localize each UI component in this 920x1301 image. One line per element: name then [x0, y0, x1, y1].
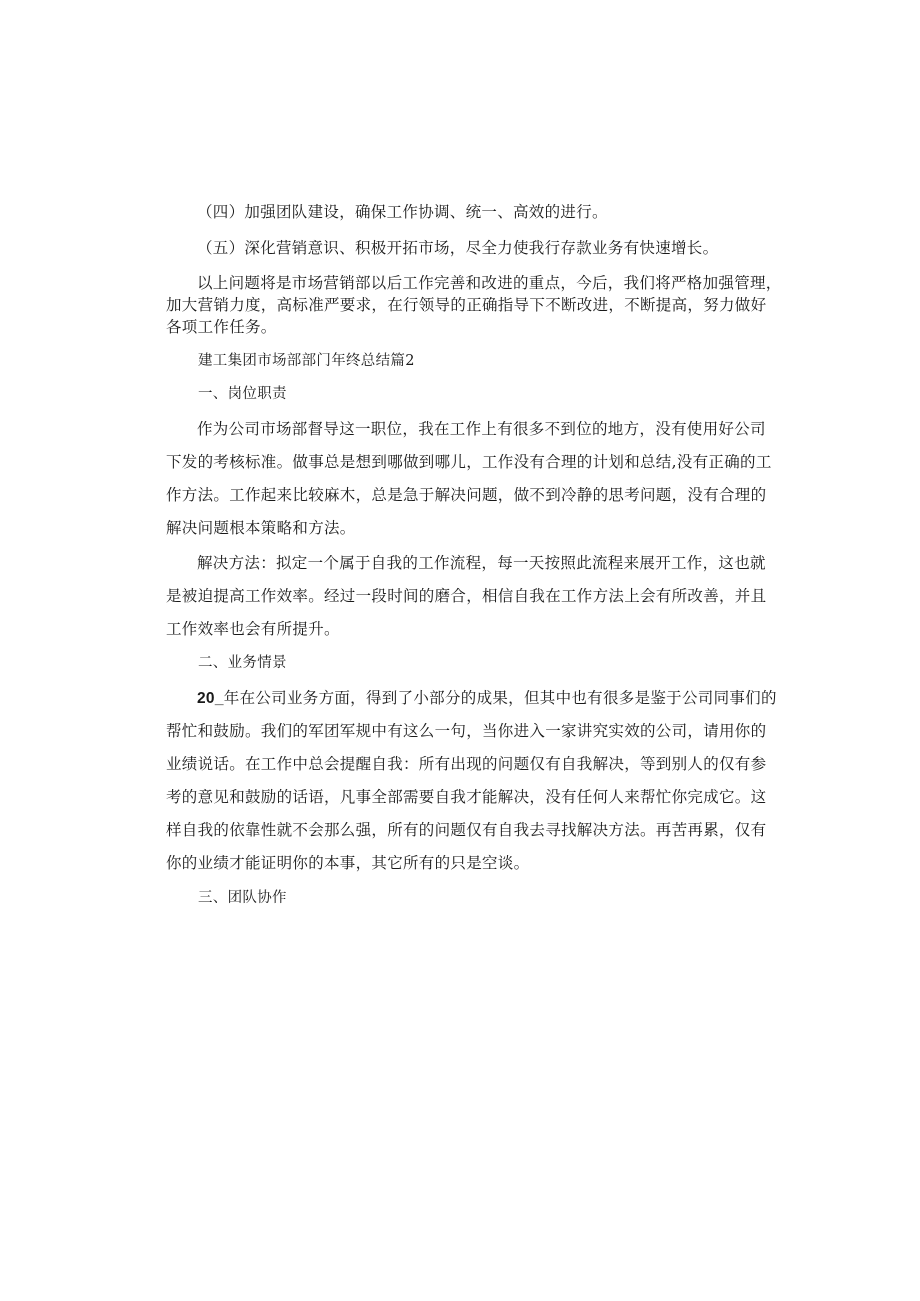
conclusion-line-1: 以上问题将是市场营销部以后工作完善和改进的重点，今后，我们将严格加强管理， — [197, 274, 782, 292]
solution-line-2: 是被迫提高工作效率。经过一段时间的磨合，相信自我在工作方法上会有所改善，并且 — [166, 587, 767, 605]
section-2-line-1 — [197, 682, 797, 715]
conclusion-line-2: 加大营销力度，高标准严要求，在行领导的正确指导下不断改进，不断提高，努力做好 — [166, 296, 767, 314]
section-1-line-4: 解决问题根本策略和方法。 — [166, 519, 356, 537]
section-2-line-6: 你的业绩才能证明你的本事，其它所有的只是空谈。 — [166, 854, 530, 872]
section-1-title: 一、岗位职责 — [198, 386, 287, 402]
section-2-title: 二、业务情景 — [198, 655, 287, 671]
section-2-year: 20_ — [197, 690, 224, 707]
paragraph-item-five: （五）深化营销意识、积极开拓市场，尽全力使我行存款业务有快速增长。 — [197, 239, 719, 257]
article-title: 建工集团市场部部门年终总结篇2 — [198, 353, 415, 369]
conclusion-line-3: 各项工作任务。 — [166, 318, 277, 336]
solution-line-3: 工作效率也会有所提升。 — [166, 620, 340, 638]
section-1-line-2: 下发的考核标准。做事总是想到哪做到哪儿，工作没有合理的计划和总结,没有正确的工 — [166, 453, 772, 471]
section-1-line-3: 作方法。工作起来比较麻木，总是急于解决问题，做不到冷静的思考问题，没有合理的 — [166, 486, 767, 504]
section-2-line-2: 帮忙和鼓励。我们的军团军规中有这么一句，当你进入一家讲究实效的公司，请用你的 — [166, 722, 767, 740]
section-3-title: 三、团队协作 — [198, 890, 287, 906]
section-2-line-3: 业绩说话。在工作中总会提醒自我：所有出现的问题仅有自我解决，等到别人的仅有参 — [166, 755, 767, 773]
paragraph-item-four: （四）加强团队建设，确保工作协调、统一、高效的进行。 — [197, 203, 608, 221]
solution-line-1: 解决方法：拟定一个属于自我的工作流程，每一天按照此流程来展开工作，这也就 — [197, 554, 766, 572]
section-2-line-4: 考的意见和鼓励的话语，凡事全部需要自我才能解决，没有任何人来帮忙你完成它。这 — [166, 788, 767, 806]
section-1-line-1: 作为公司市场部督导这一职位，我在工作上有很多不到位的地方，没有使用好公司 — [197, 420, 766, 438]
section-2-line-5: 样自我的依靠性就不会那么强，所有的问题仅有自我去寻找解决方法。再苦再累，仅有 — [166, 821, 767, 839]
section-2-line-1-text: 年在公司业务方面，得到了小部分的成果，但其中也有很多是鉴于公司同事们的 — [223, 689, 777, 707]
